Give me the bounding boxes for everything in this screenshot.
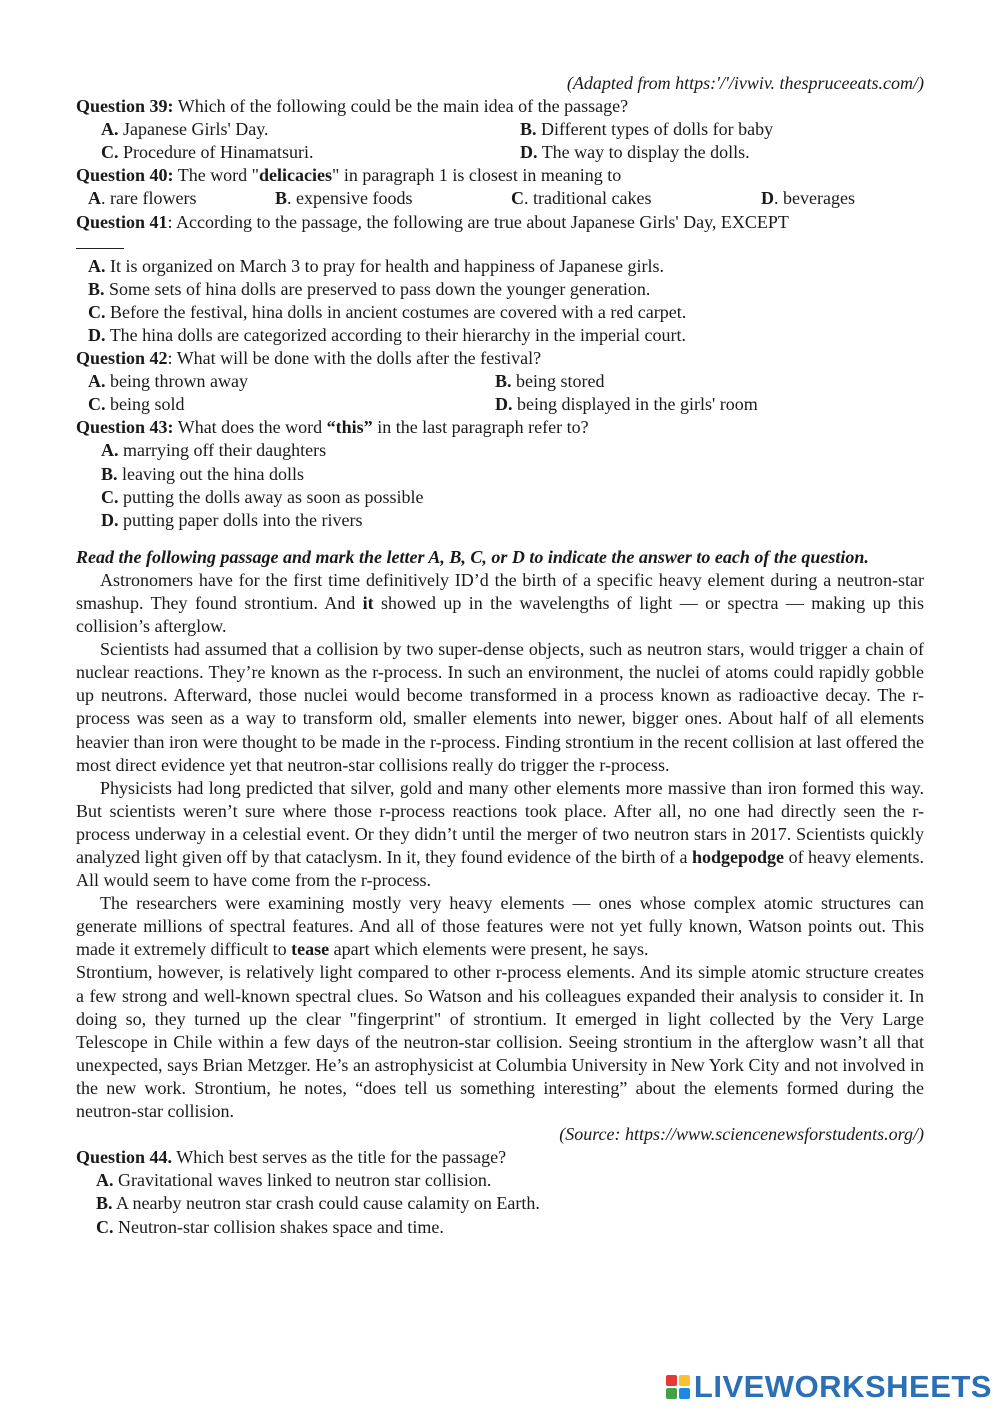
option-a[interactable]: A. being thrown away <box>88 371 248 392</box>
option-c[interactable]: C. Before the festival, hina dolls in ancient costumes are covered with a red carpet. <box>88 301 687 322</box>
question-number: Question 39: <box>76 96 174 117</box>
option-a[interactable]: A. marrying off their daughters <box>101 440 327 461</box>
worksheet-page <box>76 72 924 1239</box>
question-41 <box>76 211 924 234</box>
keyword: hodgepodge <box>692 847 785 867</box>
question-number: Question 42 <box>76 348 168 369</box>
logo-square-green <box>666 1388 677 1399</box>
option-b[interactable]: B. A nearby neutron star crash could cause calamity on Earth. <box>96 1193 540 1214</box>
logo-square-yellow <box>679 1375 690 1386</box>
keyword: “this” <box>326 417 373 438</box>
logo-square-blue <box>679 1388 690 1399</box>
option-b[interactable]: B. expensive foods <box>275 188 413 209</box>
question-40: Question 40: The word "delicacies" in paragraph 1 is closest in meaning to <box>76 165 622 186</box>
keyword: it <box>362 592 374 613</box>
liveworksheets-logo[interactable] <box>666 1369 992 1405</box>
option-a[interactable]: A. Japanese Girls' Day. <box>101 119 269 140</box>
question-39-options-row-1 <box>76 118 924 141</box>
keyword: tease <box>291 939 330 960</box>
option-c[interactable]: C. traditional cakes <box>511 188 652 209</box>
passage-paragraph-4: The researchers were examining mostly very heavy elements — ones whose complex atomic structures can generate millions of spectral features. And all of those features were not yet fully known, Watson points out. This made it extremely difficult to tease apart which elements were present, he says. <box>76 893 924 960</box>
question-39-options-row-2 <box>76 141 924 164</box>
option-d[interactable]: D. being displayed in the girls' room <box>495 394 758 415</box>
question-number: Question 40: <box>76 165 174 186</box>
question-39 <box>76 95 924 118</box>
option-a[interactable]: A. Gravitational waves linked to neutron star collision. <box>96 1170 492 1191</box>
question-42-options-row-1 <box>76 370 924 393</box>
question-42-options-row-2 <box>76 393 924 416</box>
answer-blank[interactable] <box>76 234 124 249</box>
option-a[interactable]: A. It is organized on March 3 to pray for health and happiness of Japanese girls. <box>88 255 665 276</box>
option-b[interactable]: B. being stored <box>495 371 605 392</box>
option-d[interactable]: D. putting paper dolls into the rivers <box>101 509 363 530</box>
option-c[interactable]: C. putting the dolls away as soon as possible <box>101 486 424 507</box>
passage-paragraph-2: Scientists had assumed that a collision by two super-dense objects, such as neutron stars, would trigger a chain of nuclear reactions. They’re known as the r-process. In such an environment, the nuclei of atoms could rapidly gobble up neutrons. Afterward, those nuclei would become transformed in a process known as radioactive decay. The r-process was seen as a way to transform old, smaller elements into newer, bigger ones. About half of all elements heavier than iron were thought to be made in the r-process. Finding strontium in the recent collision at last offered the most direct evidence yet that neutron-star collisions really do trigger the r-process. <box>76 639 924 775</box>
option-b[interactable]: B. leaving out the hina dolls <box>101 463 304 484</box>
option-c[interactable]: C. Procedure of Hinamatsuri. <box>101 142 314 163</box>
question-number: Question 43: <box>76 417 174 438</box>
logo-square-red <box>666 1375 677 1386</box>
question-42 <box>76 347 924 370</box>
question-43: Question 43: What does the word “this” in the last paragraph refer to? <box>76 417 589 438</box>
option-d[interactable]: D. The hina dolls are categorized according to their hierarchy in the imperial court. <box>88 324 686 345</box>
question-number: Question 44. <box>76 1147 173 1168</box>
question-text: Which of the following could be the main idea of the passage? <box>177 96 629 117</box>
brand-name: LIVEWORKSHEETS <box>693 1369 992 1404</box>
question-text: : According to the passage, the following are true about Japanese Girls' Day, EXCEPT <box>167 211 789 232</box>
question-44 <box>76 1146 924 1169</box>
option-b[interactable]: B. Some sets of hina dolls are preserved to pass down the younger generation. <box>88 278 651 299</box>
keyword: delicacies <box>259 165 333 186</box>
question-number: Question 41 <box>76 211 168 232</box>
reading-instruction: Read the following passage and mark the letter A, B, C, or D to indicate the answer to each of the question. <box>76 546 869 567</box>
source-citation-1: (Adapted from https:'/'/ivwiv. thespruceeats.com/) <box>566 73 924 93</box>
option-d[interactable]: D. The way to display the dolls. <box>520 142 750 163</box>
passage-paragraph-5: Strontium, however, is relatively light compared to other r-process elements. And its simple atomic structure creates a few strong and well-known spectral clues. So Watson and his colleagues expanded their analysis to consider it. In doing so, they turned up the clear "fingerprint" of strontium. It emerged in light collected by the Very Large Telescope in Chile within a few days of the neutron-star collision. Seeing strontium in the afterglow wasn’t all that unexpected, says Brian Metzger. He’s an astrophysicist at Columbia University in New York City and not involved in the new work. Strontium, he notes, “does tell us something interesting” about the elements formed during the neutron-star collision. <box>76 962 924 1122</box>
passage-paragraph-1: Astronomers have for the first time definitively ID’d the birth of a specific heavy element during a neutron-star smashup. They found strontium. And it showed up in the wavelengths of light — or spectra — making up this collision’s afterglow. <box>76 569 924 637</box>
source-citation-2: (Source: https://www.sciencenewsforstudents.org/) <box>559 1124 924 1145</box>
question-text: : What will be done with the dolls after the festival? <box>167 348 542 369</box>
passage-paragraph-3: Physicists had long predicted that silver, gold and many other elements more massive than iron formed this way. But scientists weren’t sure where those r-process reactions took place. After all, no one had directly seen the r-process underway in a celestial event. Or they didn’t until the merger of two neutron stars in 2017. Scientists quickly analyzed light given off by that cataclysm. In it, they found evidence of the birth of a hodgepodge of heavy elements. All would seem to have come from the r-process. <box>76 777 925 891</box>
option-c[interactable]: C. Neutron-star collision shakes space and time. <box>96 1216 444 1237</box>
question-40-options <box>76 187 924 210</box>
option-d[interactable]: D. beverages <box>761 188 855 209</box>
option-a[interactable]: A. rare flowers <box>88 188 197 209</box>
option-c[interactable]: C. being sold <box>88 394 185 415</box>
option-b[interactable]: B. Different types of dolls for baby <box>520 119 774 140</box>
logo-squares-icon <box>666 1375 690 1399</box>
question-text: Which best serves as the title for the passage? <box>176 1147 507 1168</box>
